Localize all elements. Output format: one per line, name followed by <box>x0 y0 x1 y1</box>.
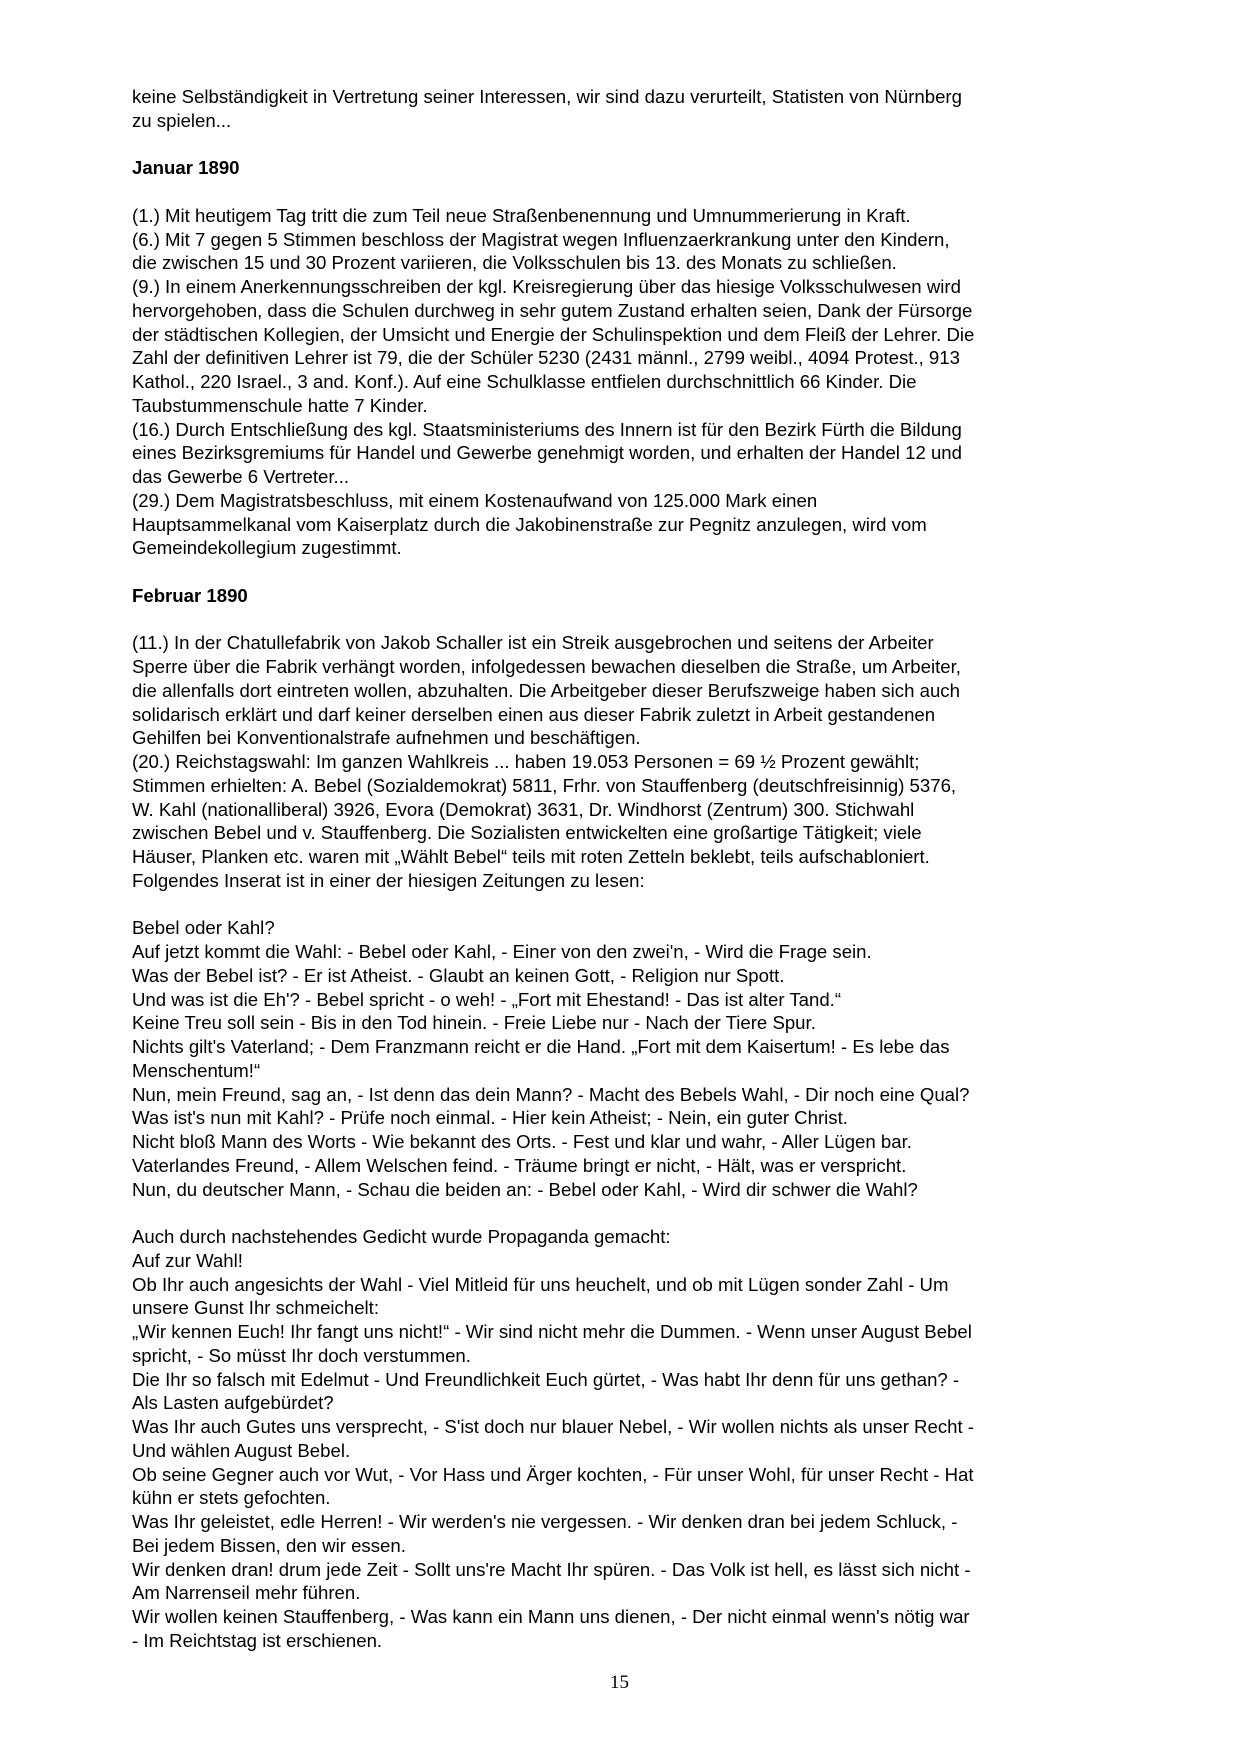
poem-auf-zur-wahl-line: Die Ihr so falsch mit Edelmut - Und Freundlichkeit Euch gürtet, - Was habt Ihr denn für uns gethan? - <box>132 1368 960 1390</box>
januar-entries-line: (1.) Mit heutigem Tag tritt die zum Teil neue Straßenbenennung und Umnummerierung in Kraft. <box>132 204 911 226</box>
januar-entries-line: Gemeindekollegium zugestimmt. <box>132 537 402 559</box>
januar-entries-line: das Gewerbe 6 Vertreter... <box>132 466 350 487</box>
poem-bebel-oder-kahl-line: Und was ist die Eh'? - Bebel spricht - o weh! - „Fort mit Ehestand! - Das ist alter Tand.“ <box>132 988 842 1010</box>
poem-auf-zur-wahl-line: Was Ihr auch Gutes uns versprecht, - S'ist doch nur blauer Nebel, - Wir wollen nichts als unser Recht - <box>132 1416 974 1437</box>
januar-entries-line: Kathol., 220 Israel., 3 and. Konf.). Auf eine Schulklasse entfielen durchschnittlich 66 Kinder. Die <box>132 371 917 392</box>
intro-paragraph-line: keine Selbständigkeit in Vertretung seiner Interessen, wir sind dazu verurteilt, Statisten von Nürnberg <box>132 86 962 107</box>
januar-entries-line: Hauptsammelkanal vom Kaiserplatz durch die Jakobinenstraße zur Pegnitz anzulegen, wird vom <box>132 513 927 535</box>
poem-auf-zur-wahl-line: unsere Gunst Ihr schmeichelt: <box>132 1297 379 1319</box>
februar-entries-line: Folgendes Inserat ist in einer der hiesigen Zeitungen zu lesen: <box>132 869 645 891</box>
januar-entries-line: Taubstummenschule hatte 7 Kinder. <box>132 394 428 416</box>
januar-entries-line: (6.) Mit 7 gegen 5 Stimmen beschloss der Magistrat wegen Influenzaerkrankung unter den Kindern, <box>132 228 950 250</box>
januar-entries-line: (9.) In einem Anerkennungsschreiben der kgl. Kreisregierung über das hiesige Volksschulwesen wird <box>132 276 961 297</box>
poem-bebel-oder-kahl-line: Nun, du deutscher Mann, - Schau die beiden an: - Bebel oder Kahl, - Wird dir schwer die Wahl? <box>132 1178 918 1200</box>
poem-bebel-oder-kahl-line: Was der Bebel ist? - Er ist Atheist. - Glaubt an keinen Gott, - Religion nur Spott. <box>132 964 785 986</box>
poem-auf-zur-wahl-line: Am Narrenseil mehr führen. <box>132 1582 361 1604</box>
poem-bebel-oder-kahl-line: Bebel oder Kahl? <box>132 917 275 939</box>
februar-entries-line: Sperre über die Fabrik verhängt worden, infolgedessen bewachen dieselben die Straße, um Arbeiter, <box>132 656 961 677</box>
page-number: 15 <box>610 1672 629 1693</box>
poem-bebel-oder-kahl-line: Was ist's nun mit Kahl? - Prüfe noch einmal. - Hier kein Atheist; - Nein, ein guter Christ. <box>132 1107 848 1129</box>
poem-bebel-oder-kahl-line: Keine Treu soll sein - Bis in den Tod hinein. - Freie Liebe nur - Nach der Tiere Spur. <box>132 1012 816 1034</box>
blank-line <box>132 180 1162 204</box>
januar-entries-line: der städtischen Kollegien, der Umsicht und Energie der Schulinspektion und dem Fleiß der Lehrer. Die <box>132 323 975 345</box>
poem-auf-zur-wahl-line: Bei jedem Bissen, den wir essen. <box>132 1534 406 1556</box>
blank-line <box>132 893 1162 917</box>
poem-auf-zur-wahl-line: Auf zur Wahl! <box>132 1249 243 1271</box>
januar-entries-line: (16.) Durch Entschließung des kgl. Staatsministeriums des Innern ist für den Bezirk Fürth die Bildung <box>132 418 962 440</box>
blank-line <box>132 1201 1162 1225</box>
poem-bebel-oder-kahl-line: Nun, mein Freund, sag an, - Ist denn das dein Mann? - Macht des Bebels Wahl, - Dir noch eine Qual? <box>132 1083 970 1105</box>
februar-entries-line: Gehilfen bei Konventionalstrafe aufnehmen und beschäftigen. <box>132 727 641 749</box>
poem-auf-zur-wahl-line: Wir wollen keinen Stauffenberg, - Was kann ein Mann uns dienen, - Der nicht einmal wenn's nötig war <box>132 1606 970 1627</box>
januar-entries-line: eines Bezirksgremiums für Handel und Gewerbe genehmigt worden, und erhalten der Handel 12 und <box>132 442 962 464</box>
heading-januar-1890: Januar 1890 <box>132 157 240 179</box>
poem-bebel-oder-kahl-line: Nicht bloß Mann des Worts - Wie bekannt des Orts. - Fest und klar und wahr, - Aller Lügen bar. <box>132 1131 912 1152</box>
januar-entries-line: (29.) Dem Magistratsbeschluss, mit einem Kostenaufwand von 125.000 Mark einen <box>132 489 818 511</box>
poem-auf-zur-wahl-line: Ob seine Gegner auch vor Wut, - Vor Hass und Ärger kochten, - Für unser Wohl, für unser Recht - Hat <box>132 1463 974 1485</box>
poem-auf-zur-wahl-line: Und wählen August Bebel. <box>132 1439 351 1461</box>
februar-entries-line: (20.) Reichstagswahl: Im ganzen Wahlkreis ... haben 19.053 Personen = 69 ½ Prozent gewählt; <box>132 751 920 772</box>
februar-entries-line: W. Kahl (nationalliberal) 3926, Evora (Demokrat) 3631, Dr. Windhorst (Zentrum) 300. Stichwahl <box>132 798 915 820</box>
februar-entries-line: die allenfalls dort eintreten wollen, abzuhalten. Die Arbeitgeber dieser Berufszweige haben sich auch <box>132 679 960 701</box>
poem-auf-zur-wahl-line: „Wir kennen Euch! Ihr fangt uns nicht!“ - Wir sind nicht mehr die Dummen. - Wenn unser August Bebel <box>132 1321 972 1342</box>
januar-entries-line: die zwischen 15 und 30 Prozent variieren, die Volksschulen bis 13. des Monats zu schließen. <box>132 252 897 274</box>
blank-line <box>132 133 1162 157</box>
poem-auf-zur-wahl-line: Was Ihr geleistet, edle Herren! - Wir werden's nie vergessen. - Wir denken dran bei jedem Schluck, - <box>132 1511 958 1532</box>
poem-auf-zur-wahl-line: Als Lasten aufgebürdet? <box>132 1392 334 1414</box>
poem-auf-zur-wahl-line: - Im Reichtstag ist erschienen. <box>132 1629 383 1651</box>
februar-entries-line: Häuser, Planken etc. waren mit „Wählt Bebel“ teils mit roten Zetteln beklebt, teils aufschabloniert. <box>132 846 930 867</box>
februar-entries-line: zwischen Bebel und v. Stauffenberg. Die Sozialisten entwickelten eine großartige Tätigkeit; viele <box>132 822 922 844</box>
januar-entries-line: Zahl der definitiven Lehrer ist 79, die der Schüler 5230 (2431 männl., 2799 weibl., 4094 Protest., 913 <box>132 347 960 369</box>
poem-auf-zur-wahl-line: spricht, - So müsst Ihr doch verstummen. <box>132 1344 471 1366</box>
heading-februar-1890: Februar 1890 <box>132 584 248 606</box>
poem-bebel-oder-kahl-line: Auf jetzt kommt die Wahl: - Bebel oder Kahl, - Einer von den zwei'n, - Wird die Frage sein. <box>132 941 872 962</box>
poem-auf-zur-wahl-line: Auch durch nachstehendes Gedicht wurde Propaganda gemacht: <box>132 1226 671 1247</box>
januar-entries-line: hervorgehoben, dass die Schulen durchweg in sehr gutem Zustand erhalten seien, Dank der Fürsorge <box>132 299 973 321</box>
blank-line <box>132 560 1162 584</box>
poem-auf-zur-wahl-line: kühn er stets gefochten. <box>132 1487 331 1509</box>
poem-bebel-oder-kahl-line: Nichts gilt's Vaterland; - Dem Franzmann reicht er die Hand. „Fort mit dem Kaisertum! - Es lebe das <box>132 1036 950 1057</box>
februar-entries-line: solidarisch erklärt und darf keiner derselben einen aus dieser Fabrik zuletzt in Arbeit gestandenen <box>132 703 936 725</box>
poem-auf-zur-wahl-line: Ob Ihr auch angesichts der Wahl - Viel Mitleid für uns heuchelt, und ob mit Lügen sonder Zahl - Um <box>132 1273 949 1295</box>
document-text <box>132 85 1162 1653</box>
poem-bebel-oder-kahl-line: Menschentum!“ <box>132 1059 261 1081</box>
intro-paragraph-line: zu spielen... <box>132 109 232 131</box>
februar-entries-line: Stimmen erhielten: A. Bebel (Sozialdemokrat) 5811, Frhr. von Stauffenberg (deutschfreisinnig) 5376, <box>132 774 957 796</box>
februar-entries-line: (11.) In der Chatullefabrik von Jakob Schaller ist ein Streik ausgebrochen und seitens der Arbeiter <box>132 632 934 654</box>
blank-line <box>132 608 1162 632</box>
poem-bebel-oder-kahl-line: Vaterlandes Freund, - Allem Welschen feind. - Träume bringt er nicht, - Hält, was er verspricht. <box>132 1154 907 1176</box>
poem-auf-zur-wahl-line: Wir denken dran! drum jede Zeit - Sollt uns're Macht Ihr spüren. - Das Volk ist hell, es lässt sich nicht - <box>132 1558 971 1580</box>
